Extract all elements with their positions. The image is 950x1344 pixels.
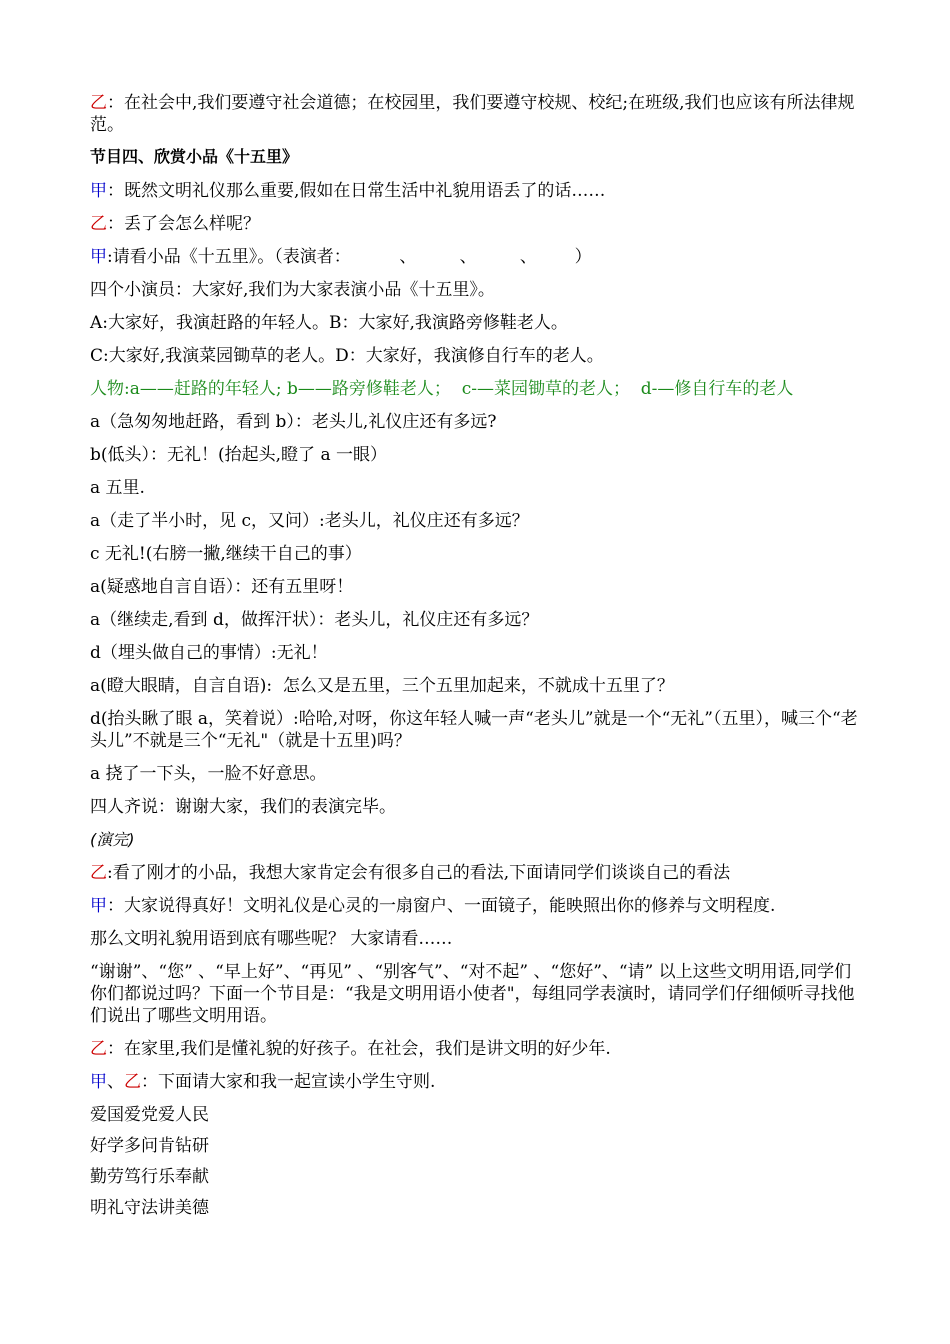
script-line: b(低头）：无礼！(抬起头,瞪了 a 一眼） [90, 445, 387, 465]
script-line: a（急匆匆地赶路，看到 b）：老头儿,礼仪庄还有多远? [90, 412, 497, 432]
line-text: ：在社会中,我们要遵守社会道德；在校园里，我们要遵守校规、校纪;在班级,我们也应该有所法律规范。 [90, 93, 855, 135]
script-line: 四人齐说：谢谢大家，我们的表演完毕。 [90, 797, 396, 817]
dialogue-line [90, 1071, 865, 1093]
script-line: a（继续走,看到 d，做挥汗状）：老头儿，礼仪庄还有多远？ [90, 610, 539, 630]
dialogue-line [90, 246, 865, 268]
rule-item: 明礼守法讲美德 [90, 1198, 209, 1218]
script-line: A:大家好，我演赶路的年轻人。B：大家好,我演路旁修鞋老人。 [90, 313, 568, 333]
speaker-yi: 乙 [90, 863, 107, 883]
dialogue-line [90, 92, 865, 136]
script-line: C:大家好,我演菜园锄草的老人。D：大家好，我演修自行车的老人。 [90, 346, 604, 366]
line-text: ：大家说得真好！文明礼仪是心灵的一扇窗户、一面镜子，能映照出你的修养与文明程度. [107, 896, 776, 916]
dialogue-line [90, 895, 865, 917]
script-line: a(瞪大眼睛，自言自语): 怎么又是五里，三个五里加起来，不就成十五里了？ [90, 676, 674, 696]
script-line: d(抬头瞅了眼 a，笑着说）:哈哈,对呀，你这年轻人喊一声“老头儿”就是一个“无礼”（五里），喊三个“老头儿”不就是三个“无礼"（就是十五里)吗？ [90, 709, 858, 751]
speaker-yi: 乙 [90, 93, 107, 113]
speaker-yi: 乙 [124, 1072, 141, 1092]
line-text: :请看小品《十五里》。（表演者： 、 、 、 ） [107, 247, 592, 267]
stage-direction: (演完) [90, 830, 135, 849]
rule-item: 勤劳笃行乐奉献 [90, 1167, 209, 1187]
line-text: ：下面请大家和我一起宣读小学生守则. [141, 1072, 436, 1092]
dialogue-line [90, 862, 865, 884]
speaker-jia: 甲 [90, 181, 107, 201]
speaker-yi: 乙 [90, 1039, 107, 1059]
line-text: ：丢了会怎么样呢？ [107, 214, 260, 234]
line-text: :看了刚才的小品，我想大家肯定会有很多自己的看法,下面请同学们谈谈自己的看法 [107, 863, 731, 883]
speaker-jia: 甲 [90, 896, 107, 916]
script-line: d（埋头做自己的事情）:无礼！ [90, 643, 328, 663]
script-line: “谢谢”、“您” 、“早上好”、“再见” 、“别客气”、“对不起” 、“您好”、“请” 以上这些文明用语,同学们你们都说过吗？下面一个节目是：“我是文明用语小使者"，每组同学表演时，请同学们仔细倾听寻找他们说出了哪些文明用语。 [90, 962, 855, 1026]
cast-list: a——赶路的年轻人; b——路旁修鞋老人； c-—菜园锄草的老人； d-—修自行车的老人 [129, 379, 794, 399]
script-line: a 挠了一下头，一脸不好意思。 [90, 764, 327, 784]
rule-item: 爱国爱党爱人民 [90, 1105, 209, 1125]
speaker-jia: 甲 [90, 247, 107, 267]
line-text: ：既然文明礼仪那么重要,假如在日常生活中礼貌用语丢了的话…… [107, 181, 606, 201]
line-text: ：在家里,我们是懂礼貌的好孩子。在社会，我们是讲文明的好少年. [107, 1039, 611, 1059]
cast-label: 人物: [90, 379, 130, 399]
dialogue-line [90, 180, 865, 202]
document-page [90, 92, 865, 1228]
script-line: a（走了半小时，见 c，又问）:老头儿，礼仪庄还有多远？ [90, 511, 529, 531]
dialogue-line [90, 213, 865, 235]
separator: 、 [107, 1072, 124, 1092]
script-line: 四个小演员：大家好,我们为大家表演小品《十五里》。 [90, 280, 495, 300]
script-line: c 无礼!(右膀一撇,继续干自己的事） [90, 544, 362, 564]
dialogue-line [90, 1038, 865, 1060]
script-line: a(疑惑地自言自语）：还有五里呀！ [90, 577, 354, 597]
student-rules-list [90, 1104, 865, 1219]
speaker-yi: 乙 [90, 214, 107, 234]
script-line: a 五里. [90, 478, 145, 498]
cast-line [90, 378, 865, 400]
section-heading: 节目四、欣赏小品《十五里》 [90, 147, 299, 166]
speaker-jia: 甲 [90, 1072, 107, 1092]
rule-item: 好学多问肯钻研 [90, 1136, 209, 1156]
script-line: 那么文明礼貌用语到底有哪些呢？ 大家请看…… [90, 929, 453, 949]
